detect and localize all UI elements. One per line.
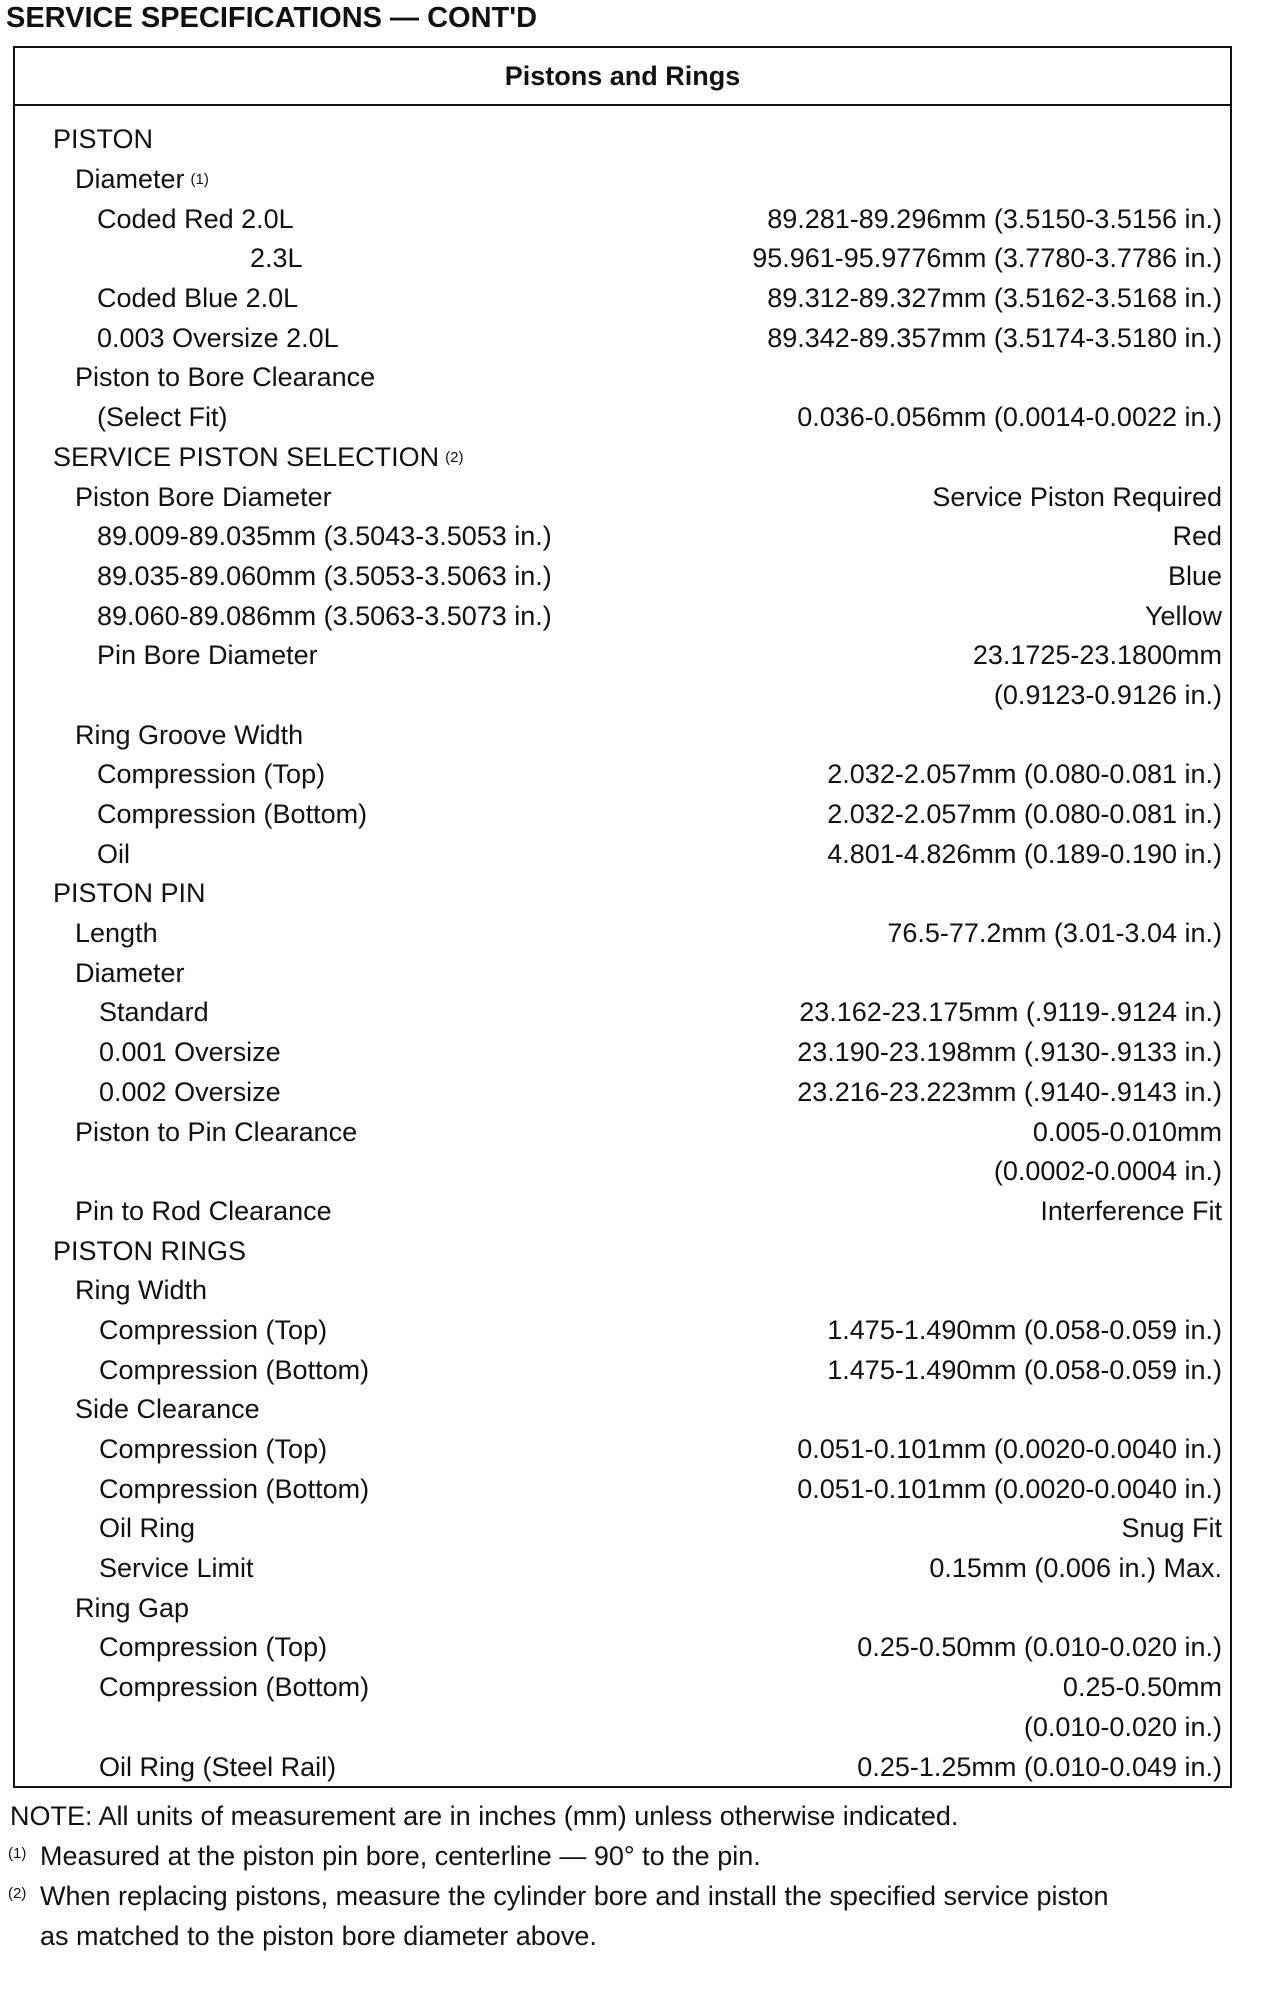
dot-leader bbox=[333, 1439, 791, 1461]
dot-leader bbox=[558, 526, 1167, 548]
spec-row bbox=[15, 1509, 1230, 1549]
dot-leader bbox=[333, 1637, 851, 1659]
spec-value: (0.010-0.020 in.) bbox=[1023, 1711, 1222, 1742]
dot-leader bbox=[338, 486, 927, 508]
footnote-text: Measured at the piston pin bore, centerline — 90° to the pin. bbox=[40, 1841, 761, 1871]
table-heading-text: Pistons and Rings bbox=[504, 60, 741, 91]
spec-value: Yellow bbox=[1144, 600, 1222, 631]
dot-leader bbox=[375, 1359, 821, 1381]
dot-leader bbox=[300, 208, 762, 230]
spec-label: Oil Ring (Steel Rail) bbox=[99, 1751, 337, 1782]
spec-value: 23.162-23.175mm (.9119-.9124 in.) bbox=[799, 997, 1222, 1028]
spec-label: 0.002 Oversize bbox=[99, 1076, 281, 1107]
dot-leader bbox=[373, 804, 821, 826]
spec-row bbox=[15, 914, 1230, 954]
spec-row bbox=[15, 279, 1230, 319]
footnote-mark: (1) bbox=[8, 1845, 27, 1862]
footnote-mark: (2) bbox=[8, 1885, 27, 1902]
spec-row bbox=[15, 517, 1230, 557]
dot-leader bbox=[234, 407, 792, 429]
section-piston-pin bbox=[15, 874, 1230, 914]
spec-row bbox=[15, 1033, 1230, 1073]
subheading-label: Ring Width bbox=[75, 1275, 208, 1306]
dot-leader bbox=[363, 1121, 1027, 1143]
spec-row bbox=[15, 1549, 1230, 1589]
spec-value: 1.475-1.490mm (0.058-0.059 in.) bbox=[827, 1354, 1222, 1385]
spec-label: Service Limit bbox=[99, 1553, 254, 1584]
spec-row bbox=[15, 834, 1230, 874]
spec-label: 0.001 Oversize bbox=[99, 1037, 281, 1068]
subheading-ring-width bbox=[15, 1271, 1230, 1311]
dot-leader bbox=[345, 327, 762, 349]
subheading-bore-clearance bbox=[15, 358, 1230, 398]
spec-value: 95.961-95.9776mm (3.7780-3.7786 in.) bbox=[752, 243, 1222, 274]
subheading-label: Ring Groove Width bbox=[75, 719, 304, 750]
dot-leader bbox=[324, 645, 967, 667]
dot-leader bbox=[375, 1677, 1057, 1699]
spec-value-continued bbox=[15, 676, 1230, 716]
spec-value: Blue bbox=[1167, 560, 1222, 591]
spec-row bbox=[15, 1192, 1230, 1232]
spec-table bbox=[13, 46, 1232, 1788]
footnote-text: as matched to the piston bore diameter above. bbox=[40, 1921, 597, 1951]
spec-value: 89.281-89.296mm (3.5150-3.5156 in.) bbox=[767, 203, 1222, 234]
spec-row bbox=[15, 1469, 1230, 1509]
section-title: PISTON bbox=[53, 124, 154, 155]
spec-value: 1.475-1.490mm (0.058-0.059 in.) bbox=[827, 1314, 1222, 1345]
spec-label: Compression (Bottom) bbox=[99, 1672, 370, 1703]
spec-row bbox=[15, 477, 1230, 517]
spec-row bbox=[15, 993, 1230, 1033]
dot-leader bbox=[287, 1081, 792, 1103]
section-service-piston-selection bbox=[15, 438, 1230, 478]
section-title: PISTON RINGS bbox=[53, 1235, 247, 1266]
spec-value: 0.25-1.25mm (0.010-0.049 in.) bbox=[857, 1751, 1222, 1782]
footnote-ref: (1) bbox=[190, 171, 209, 189]
subheading-side-clearance bbox=[15, 1390, 1230, 1430]
spec-row bbox=[15, 1430, 1230, 1470]
spec-label: Coded Blue 2.0L bbox=[97, 283, 299, 314]
spec-value-continued bbox=[15, 1152, 1230, 1192]
spec-row bbox=[15, 557, 1230, 597]
spec-label: Compression (Top) bbox=[99, 1632, 328, 1663]
spec-row bbox=[15, 636, 1230, 676]
spec-label: 89.009-89.035mm (3.5043-3.5053 in.) bbox=[97, 521, 552, 552]
dot-leader bbox=[338, 1200, 1035, 1222]
spec-label: 0.003 Oversize 2.0L bbox=[97, 322, 339, 353]
spec-value: 0.25-0.50mm (0.010-0.020 in.) bbox=[857, 1632, 1222, 1663]
section-title: PISTON PIN bbox=[53, 878, 206, 909]
spec-value: (0.9123-0.9126 in.) bbox=[993, 679, 1222, 710]
spec-row bbox=[15, 1311, 1230, 1351]
spec-row bbox=[15, 398, 1230, 438]
spec-value: 2.032-2.057mm (0.080-0.081 in.) bbox=[827, 759, 1222, 790]
page-title: SERVICE SPECIFICATIONS — CONT'D bbox=[6, 2, 538, 34]
subheading-ring-gap bbox=[15, 1588, 1230, 1628]
section-piston-rings bbox=[15, 1231, 1230, 1271]
spec-label: Piston Bore Diameter bbox=[75, 481, 332, 512]
table-heading bbox=[15, 48, 1230, 106]
spec-row bbox=[15, 1073, 1230, 1113]
spec-value: 0.051-0.101mm (0.0020-0.0040 in.) bbox=[797, 1434, 1222, 1465]
spec-label: Length bbox=[75, 918, 158, 949]
dot-leader bbox=[287, 1042, 792, 1064]
dot-leader bbox=[342, 1756, 851, 1778]
spec-value: 23.1725-23.1800mm bbox=[972, 640, 1222, 671]
dot-leader bbox=[331, 764, 821, 786]
spec-value: 2.032-2.057mm (0.080-0.081 in.) bbox=[827, 799, 1222, 830]
spec-label: Compression (Top) bbox=[99, 1434, 328, 1465]
dot-leader bbox=[136, 843, 821, 865]
spec-label: Compression (Bottom) bbox=[99, 1354, 370, 1385]
spec-value: 0.051-0.101mm (0.0020-0.0040 in.) bbox=[797, 1473, 1222, 1504]
spec-row bbox=[15, 755, 1230, 795]
subheading-diameter bbox=[15, 160, 1230, 200]
spec-row bbox=[15, 1747, 1230, 1787]
subheading-label: Diameter bbox=[75, 164, 185, 195]
spec-row bbox=[15, 239, 1230, 279]
subheading-label: Side Clearance bbox=[75, 1394, 260, 1425]
dot-leader bbox=[375, 1478, 791, 1500]
section-title: SERVICE PISTON SELECTION bbox=[53, 441, 440, 472]
spec-label: (Select Fit) bbox=[97, 402, 228, 433]
subheading-label: Diameter bbox=[75, 957, 185, 988]
spec-value: Interference Fit bbox=[1040, 1195, 1222, 1226]
spec-row bbox=[15, 795, 1230, 835]
spec-row bbox=[15, 1350, 1230, 1390]
dot-leader bbox=[260, 1558, 924, 1580]
dot-leader bbox=[558, 565, 1162, 587]
spec-value: 4.801-4.826mm (0.189-0.190 in.) bbox=[827, 838, 1222, 869]
dot-leader bbox=[304, 288, 761, 310]
spec-label: Pin to Rod Clearance bbox=[75, 1195, 332, 1226]
spec-label: Oil Ring bbox=[99, 1513, 196, 1544]
footnotes bbox=[6, 1796, 1272, 1956]
subheading-label: Ring Gap bbox=[75, 1592, 190, 1623]
footnote-text: When replacing pistons, measure the cylinder bore and install the specified service piston bbox=[40, 1881, 1109, 1911]
spec-value: 23.190-23.198mm (.9130-.9133 in.) bbox=[797, 1037, 1222, 1068]
units-note: NOTE: All units of measurement are in inches (mm) unless otherwise indicated. bbox=[10, 1801, 959, 1831]
spec-row bbox=[15, 199, 1230, 239]
spec-row bbox=[15, 596, 1230, 636]
spec-label: Compression (Bottom) bbox=[97, 799, 368, 830]
dot-leader bbox=[558, 605, 1139, 627]
spec-label: Standard bbox=[99, 997, 209, 1028]
spec-label: Compression (Top) bbox=[99, 1314, 328, 1345]
spec-value: 89.342-89.357mm (3.5174-3.5180 in.) bbox=[767, 322, 1222, 353]
dot-leader bbox=[164, 923, 882, 945]
footnote-2-continued bbox=[6, 1916, 1272, 1956]
spec-value: 76.5-77.2mm (3.01-3.04 in.) bbox=[887, 918, 1222, 949]
spec-label: 89.060-89.086mm (3.5063-3.5073 in.) bbox=[97, 600, 552, 631]
spec-label: Compression (Top) bbox=[97, 759, 326, 790]
spec-label: Coded Red 2.0L bbox=[97, 203, 294, 234]
dot-leader bbox=[201, 1518, 1115, 1540]
spec-label: Pin Bore Diameter bbox=[97, 640, 318, 671]
spec-label: Piston to Pin Clearance bbox=[75, 1116, 358, 1147]
spec-row bbox=[15, 318, 1230, 358]
subheading-pin-diameter bbox=[15, 953, 1230, 993]
footnote-2 bbox=[6, 1876, 1272, 1916]
footnote-1 bbox=[6, 1836, 1272, 1876]
spec-value: Service Piston Required bbox=[932, 481, 1222, 512]
spec-value: Red bbox=[1172, 521, 1222, 552]
spec-row bbox=[15, 1668, 1230, 1708]
footnote-ref: (2) bbox=[445, 448, 464, 466]
subheading-ring-groove-width bbox=[15, 715, 1230, 755]
spec-value: 0.15mm (0.006 in.) Max. bbox=[929, 1553, 1222, 1584]
dot-leader bbox=[333, 1319, 821, 1341]
spec-value: 0.036-0.056mm (0.0014-0.0022 in.) bbox=[797, 402, 1222, 433]
spec-value: Snug Fit bbox=[1121, 1513, 1222, 1544]
spec-label: Oil bbox=[97, 838, 130, 869]
spec-value: 0.005-0.010mm bbox=[1032, 1116, 1222, 1147]
subheading-label: Piston to Bore Clearance bbox=[75, 362, 376, 393]
dot-leader bbox=[215, 1002, 794, 1024]
spec-value: 23.216-23.223mm (.9140-.9143 in.) bbox=[797, 1076, 1222, 1107]
spec-value: (0.0002-0.0004 in.) bbox=[993, 1156, 1222, 1187]
section-piston bbox=[15, 120, 1230, 160]
spec-row bbox=[15, 1628, 1230, 1668]
spec-row bbox=[15, 1112, 1230, 1152]
spec-label: 89.035-89.060mm (3.5053-3.5063 in.) bbox=[97, 560, 552, 591]
spec-rows bbox=[15, 120, 1230, 1787]
spec-label: 2.3L bbox=[250, 243, 303, 274]
spec-value-continued bbox=[15, 1708, 1230, 1748]
spec-label: Compression (Bottom) bbox=[99, 1473, 370, 1504]
dot-leader bbox=[309, 248, 747, 270]
spec-value: 0.25-0.50mm bbox=[1062, 1672, 1222, 1703]
spec-value: 89.312-89.327mm (3.5162-3.5168 in.) bbox=[767, 283, 1222, 314]
